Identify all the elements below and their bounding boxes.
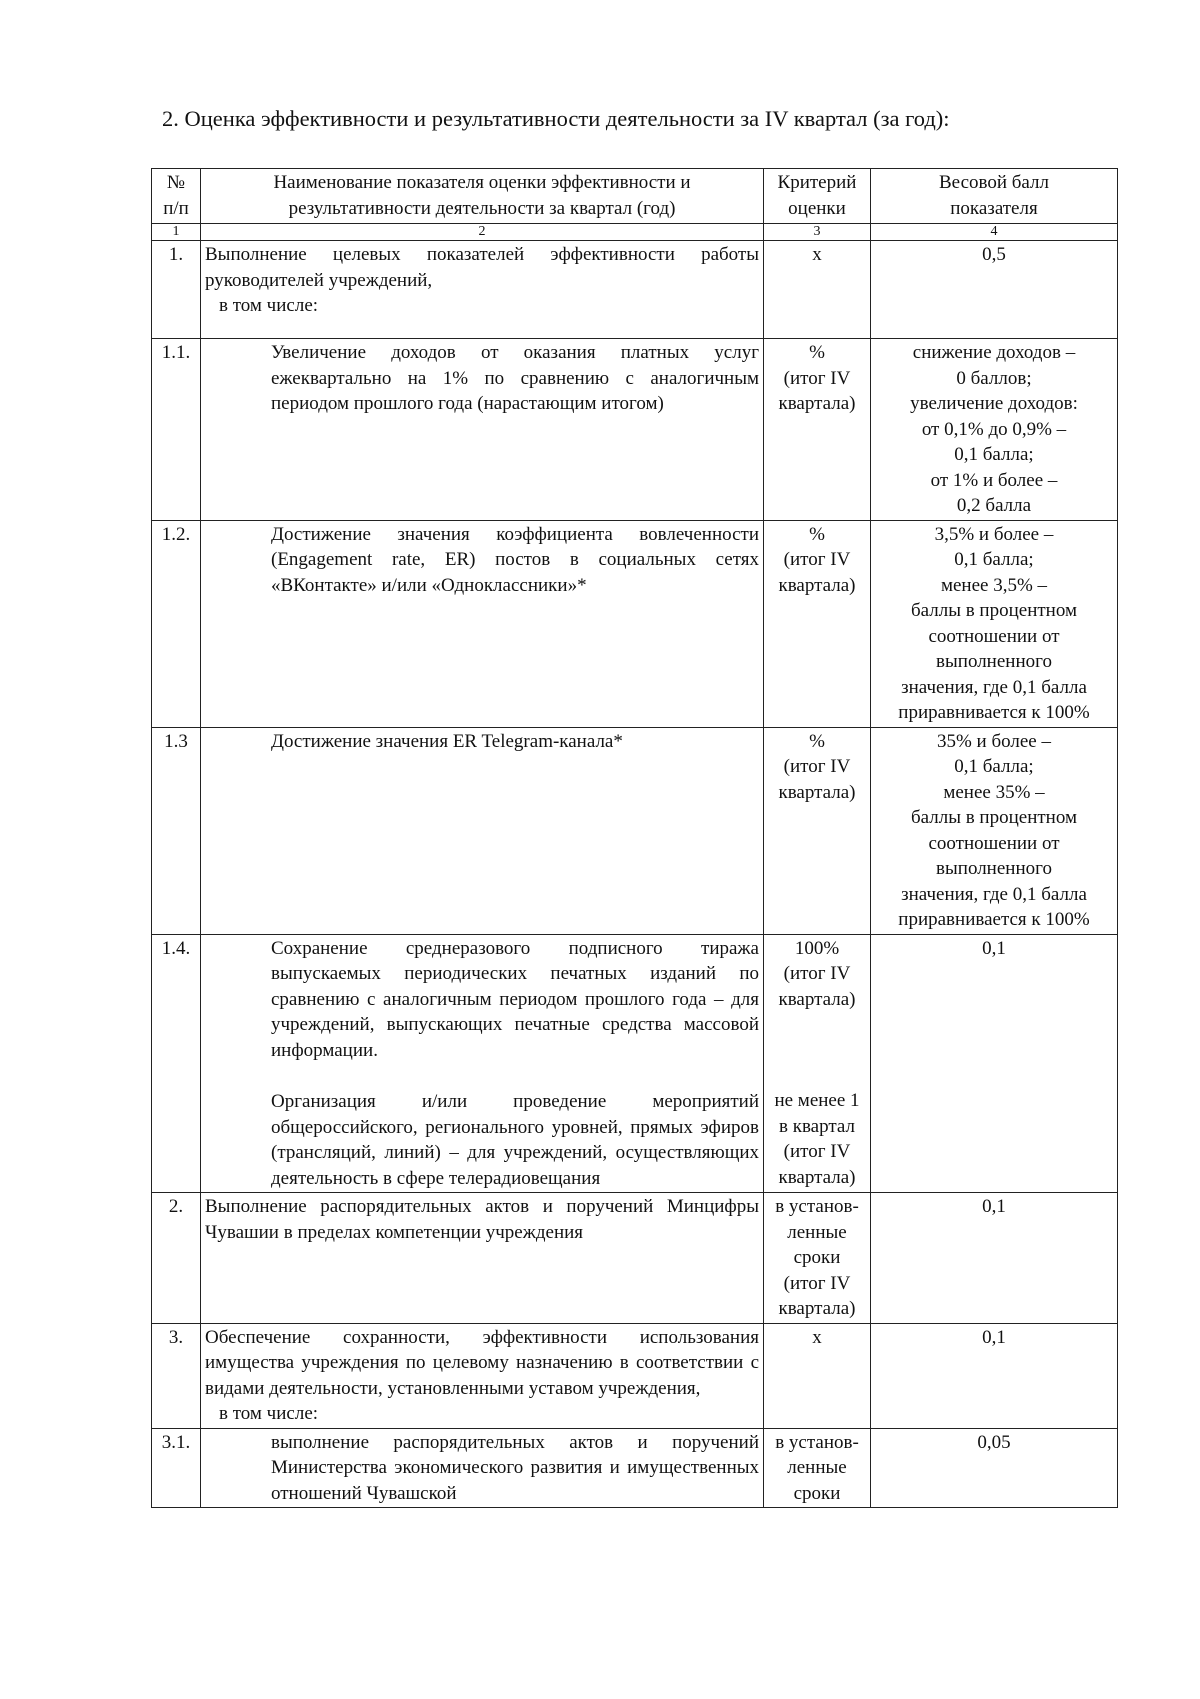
criterion-line: ленные	[787, 1221, 847, 1243]
criterion-line: x	[812, 1326, 822, 1348]
criterion-line: в квартал	[779, 1115, 855, 1137]
row-criterion	[764, 1323, 871, 1428]
score-line: значения, где 0,1 балла	[901, 883, 1087, 905]
score-line: баллы в процентном	[910, 807, 1078, 828]
criterion-line: квартала)	[778, 574, 856, 596]
score-line: менее 3,5% –	[940, 574, 1048, 596]
criterion-line: квартала)	[778, 393, 856, 414]
criterion-line: квартала)	[778, 1166, 856, 1188]
column-number-row	[152, 224, 1118, 241]
row-criterion	[764, 520, 871, 727]
table-row	[152, 1193, 1118, 1324]
header-line: Весовой балл	[938, 172, 1049, 193]
header-line: показателя	[950, 198, 1038, 219]
score-line: 3,5% и более –	[934, 523, 1054, 545]
score-line: значения, где 0,1 балла	[901, 676, 1087, 698]
header-line: оценки	[788, 198, 846, 219]
score-line: от 0,1% до 0,9% –	[921, 418, 1067, 440]
table-row	[152, 1323, 1118, 1428]
criterion-line: (итог IV	[783, 1272, 851, 1294]
criterion-line: сроки	[793, 1247, 841, 1268]
row-criterion	[764, 339, 871, 521]
table-row	[152, 727, 1118, 934]
row-criterion	[764, 934, 871, 1193]
row-name: Достижение значения коэффициента вовлеченности (Engagement rate, ER) постов в социальных сетях «ВКонтакте» и/или «Одноклассники»*	[271, 523, 759, 596]
criterion-line: не менее 1	[774, 1090, 860, 1111]
score-line: 0,1	[982, 937, 1006, 959]
score-line: соотношении от	[928, 832, 1060, 854]
row-name-tail: в том числе:	[219, 295, 319, 316]
header-criterion	[764, 169, 871, 224]
row-number: 1.3	[152, 727, 201, 934]
row-criterion	[764, 241, 871, 339]
row-criterion	[764, 1428, 871, 1508]
row-score	[871, 1193, 1118, 1324]
row-number: 1.4.	[152, 934, 201, 1193]
criterion-line: сроки	[793, 1482, 841, 1504]
header-line: №	[166, 172, 186, 193]
criterion-line: 100%	[794, 937, 840, 959]
row-name: Сохранение среднеразового подписного тиража выпускаемых периодических печатных изданий по сравнению с аналогичным периодом прошлого года – для учреждений, выпускающих печатные средства массовой информации.	[271, 937, 759, 1061]
score-line: соотношении от	[928, 625, 1060, 647]
score-line: 0,5	[982, 244, 1006, 265]
score-line: 0,05	[977, 1431, 1011, 1453]
row-number: 3.1.	[152, 1428, 201, 1508]
criterion-line: квартала)	[778, 988, 856, 1010]
row-name-cell	[201, 339, 764, 521]
row-name-tail: в том числе:	[219, 1403, 319, 1424]
score-line: менее 35% –	[943, 781, 1045, 803]
header-num	[152, 169, 201, 224]
table-row	[152, 241, 1118, 339]
table-row	[152, 339, 1118, 521]
row-name-cell	[201, 1323, 764, 1428]
criterion-line: (итог IV	[783, 367, 851, 389]
score-line: 0,1	[982, 1326, 1006, 1348]
criterion-line: x	[812, 244, 822, 265]
score-line: приравнивается к 100%	[898, 702, 1090, 723]
column-number: 3	[764, 224, 871, 241]
criterion-line: в установ-	[775, 1431, 859, 1453]
score-line: 0 баллов;	[956, 367, 1032, 389]
row-score	[871, 727, 1118, 934]
row-score	[871, 339, 1118, 521]
row-number: 1.1.	[152, 339, 201, 521]
header-line: Критерий	[777, 172, 857, 193]
score-line: 0,1 балла;	[954, 756, 1034, 777]
table-row	[152, 520, 1118, 727]
score-line: снижение доходов –	[912, 342, 1076, 363]
row-name-cell	[201, 727, 764, 934]
criterion-line: %	[809, 523, 825, 545]
criterion-line: (итог IV	[783, 1141, 851, 1162]
evaluation-table	[151, 168, 1118, 1508]
score-line: от 1% и более –	[930, 469, 1058, 491]
score-line: 0,1 балла;	[954, 549, 1034, 570]
row-name: Обеспечение сохранности, эффективности использования имущества учреждения по целевому назначению в соответствии с видами деятельности, установленными уставом учреждения,	[205, 1326, 759, 1399]
row-score	[871, 241, 1118, 339]
row-number: 1.2.	[152, 520, 201, 727]
criterion-line: %	[809, 342, 825, 363]
score-line: баллы в процентном	[910, 600, 1078, 621]
table-header-row	[152, 169, 1118, 224]
page-title: 2. Оценка эффективности и результативности деятельности за IV квартал (за год):	[162, 106, 950, 131]
table-row	[152, 934, 1118, 1193]
header-line: п/п	[163, 198, 189, 219]
row-name: выполнение распорядительных актов и поручений Министерства экономического развития и имущественных отношений Чувашской	[271, 1431, 759, 1504]
row-score	[871, 520, 1118, 727]
row-name-cell	[201, 241, 764, 339]
column-number: 4	[871, 224, 1118, 241]
row-number: 3.	[152, 1323, 201, 1428]
criterion-line: (итог IV	[783, 549, 851, 570]
score-line: 0,1	[982, 1196, 1006, 1217]
score-line: приравнивается к 100%	[898, 909, 1090, 930]
score-line: выполненного	[936, 651, 1052, 672]
row-criterion	[764, 727, 871, 934]
criterion-line: ленные	[787, 1457, 847, 1478]
row-name-cell	[201, 1193, 764, 1324]
row-name: Достижение значения ER Telegram-канала*	[271, 730, 623, 752]
row-number: 2.	[152, 1193, 201, 1324]
row-criterion	[764, 1193, 871, 1324]
row-name-second: Организация и/или проведение мероприятий общероссийского, регионального уровней, прямых эфиров (трансляций, линий) – для учреждений, осуществляющих деятельность в сфере телерадиовещания	[271, 1091, 759, 1189]
header-line: результативности деятельности за квартал (год)	[288, 198, 676, 219]
score-line: выполненного	[936, 858, 1052, 879]
score-line: 35% и более –	[936, 730, 1051, 752]
row-score	[871, 1428, 1118, 1508]
row-score	[871, 1323, 1118, 1428]
row-number: 1.	[152, 241, 201, 339]
criterion-line: %	[809, 730, 825, 752]
criterion-line: (итог IV	[783, 963, 851, 984]
score-line: 0,1 балла;	[954, 444, 1034, 465]
row-name-cell	[201, 520, 764, 727]
header-name	[201, 169, 764, 224]
score-line: увеличение доходов:	[910, 393, 1078, 414]
table-row	[152, 1428, 1118, 1508]
row-score	[871, 934, 1118, 1193]
column-number: 1	[152, 224, 201, 241]
row-name-cell	[201, 934, 764, 1193]
header-line: Наименование показателя оценки эффективности и	[273, 172, 691, 193]
row-name: Выполнение распорядительных актов и поручений Минцифры Чувашии в пределах компетенции учреждения	[205, 1196, 759, 1243]
criterion-line: квартала)	[778, 1298, 856, 1319]
criterion-line: в установ-	[775, 1196, 859, 1217]
row-name: Увеличение доходов от оказания платных услуг ежеквартально на 1% по сравнению с аналогичным периодом прошлого года (нарастающим итогом)	[271, 342, 759, 414]
row-name-cell	[201, 1428, 764, 1508]
column-number: 2	[201, 224, 764, 241]
criterion-line: квартала)	[778, 781, 856, 803]
score-line: 0,2 балла	[956, 495, 1032, 516]
header-weight	[871, 169, 1118, 224]
row-name: Выполнение целевых показателей эффективности работы руководителей учреждений,	[205, 244, 759, 291]
criterion-line: (итог IV	[783, 756, 851, 777]
